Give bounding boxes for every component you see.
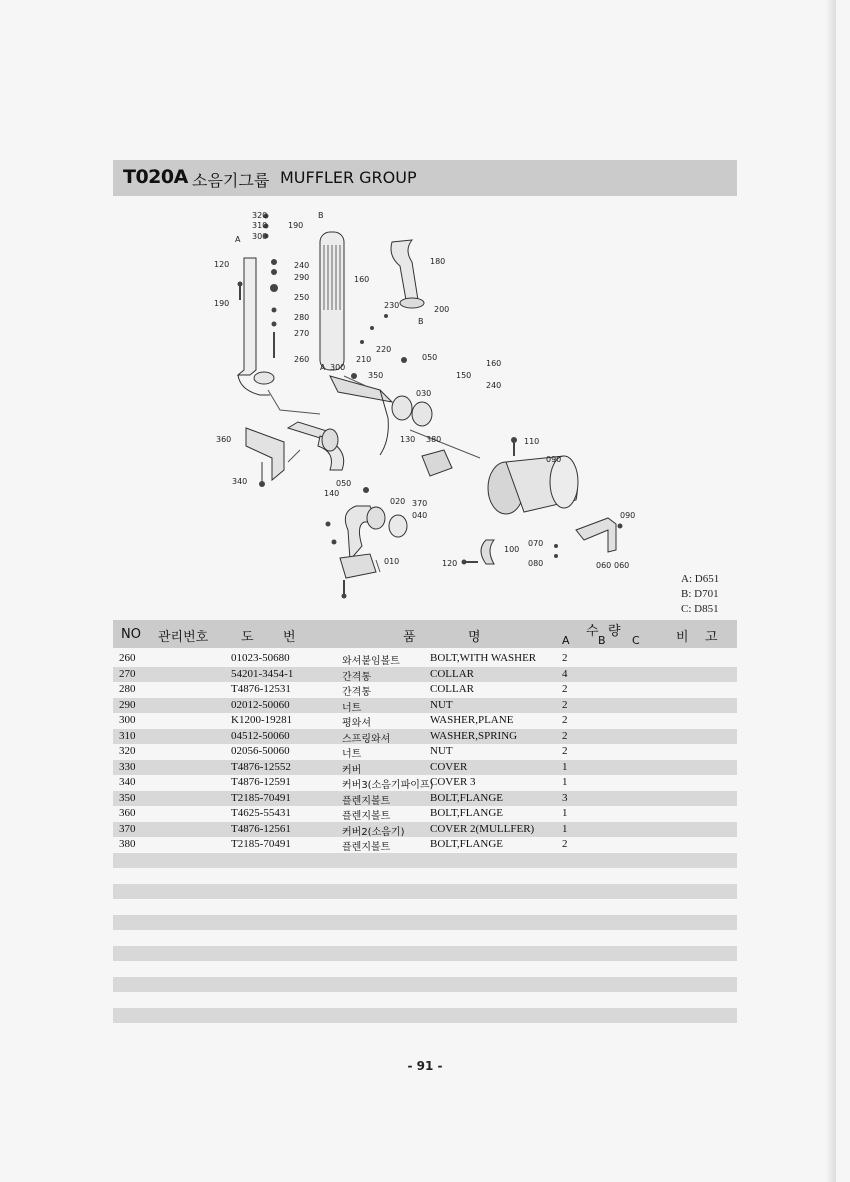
- svg-text:050: 050: [336, 479, 352, 488]
- col-drawing-2: 번: [283, 630, 296, 645]
- svg-text:240: 240: [486, 381, 502, 390]
- col-qty-b: B: [598, 634, 606, 647]
- table-row: 340 T4876-12591 커버3(소음기파이프) COVER 3 1: [119, 776, 568, 791]
- svg-text:320: 320: [252, 211, 268, 220]
- empty-row-band: [113, 946, 737, 961]
- svg-text:220: 220: [376, 345, 392, 354]
- svg-text:370: 370: [412, 499, 428, 508]
- col-mgmt: 관리번호: [158, 630, 209, 645]
- svg-text:270: 270: [294, 329, 310, 338]
- svg-text:090: 090: [620, 511, 636, 520]
- svg-text:030: 030: [416, 389, 432, 398]
- svg-text:200: 200: [434, 305, 450, 314]
- col-no: NO: [121, 627, 141, 642]
- svg-text:350: 350: [368, 371, 384, 380]
- svg-text:160: 160: [486, 359, 502, 368]
- svg-text:100: 100: [504, 545, 520, 554]
- group-code: T020A: [123, 166, 188, 188]
- table-row: 360 T4625-55431 플렌지볼트 BOLT,FLANGE 1: [119, 807, 568, 822]
- table-row: 290 02012-50060 너트 NUT 2: [113, 698, 737, 714]
- svg-text:260: 260: [294, 355, 310, 364]
- table-row: 380 T2185-70491 플렌지볼트 BOLT,FLANGE 2: [119, 838, 568, 853]
- svg-text:230: 230: [384, 301, 400, 310]
- svg-text:150: 150: [456, 371, 472, 380]
- col-qty-c: C: [632, 634, 640, 647]
- svg-text:050: 050: [422, 353, 438, 362]
- col-drawing-1: 도: [241, 630, 254, 645]
- table-row: 300 K1200-19281 평와셔 WASHER,PLANE 2: [119, 714, 568, 729]
- svg-text:300: 300: [330, 363, 346, 372]
- col-qty-1: 수: [586, 624, 599, 639]
- model-legend: [681, 572, 719, 617]
- col-qty-2: 량: [608, 624, 621, 639]
- empty-row-band: [113, 977, 737, 992]
- svg-text:060: 060: [596, 561, 612, 570]
- parts-table-body: [113, 651, 737, 853]
- group-title-korean: 소음기그룹: [192, 171, 270, 190]
- svg-text:310: 310: [252, 221, 268, 230]
- col-qty-a: A: [562, 634, 570, 647]
- col-name-2: 명: [468, 630, 481, 645]
- svg-text:070: 070: [528, 539, 544, 548]
- table-row: 370 T4876-12561 커버2(소음기) COVER 2(MULLFER) 1: [113, 822, 737, 838]
- scan-edge: [826, 0, 836, 1182]
- model-a: A: D651: [681, 573, 720, 585]
- empty-row-band: [113, 853, 737, 868]
- model-c: C: D851: [681, 603, 719, 615]
- svg-text:B: B: [418, 317, 424, 326]
- svg-text:120: 120: [442, 559, 458, 568]
- svg-text:010: 010: [384, 557, 400, 566]
- svg-text:080: 080: [528, 559, 544, 568]
- svg-text:040: 040: [412, 511, 428, 520]
- svg-text:280: 280: [294, 313, 310, 322]
- svg-text:340: 340: [232, 477, 248, 486]
- tail-pipe: [238, 258, 256, 375]
- svg-text:120: 120: [214, 260, 230, 269]
- svg-text:140: 140: [324, 489, 340, 498]
- svg-text:160: 160: [354, 275, 370, 284]
- group-title-english: MUFFLER GROUP: [280, 168, 417, 187]
- table-row: 330 T4876-12552 커버 COVER 1: [113, 760, 737, 776]
- svg-text:190: 190: [288, 221, 304, 230]
- col-note-2: 고: [705, 630, 718, 645]
- table-header: [113, 620, 737, 648]
- svg-text:380: 380: [426, 435, 442, 444]
- svg-text:A: A: [235, 235, 241, 244]
- svg-text:130: 130: [400, 435, 416, 444]
- empty-row-band: [113, 1008, 737, 1023]
- svg-text:020: 020: [390, 497, 406, 506]
- model-b: B: D701: [681, 588, 719, 600]
- svg-text:B: B: [318, 211, 324, 220]
- table-row: 350 T2185-70491 플렌지볼트 BOLT,FLANGE 3: [113, 791, 737, 807]
- muffler-exploded-diagram: [180, 200, 700, 620]
- svg-text:240: 240: [294, 261, 310, 270]
- svg-text:190: 190: [214, 299, 230, 308]
- svg-text:180: 180: [430, 257, 446, 266]
- svg-text:210: 210: [356, 355, 372, 364]
- table-row: 310 04512-50060 스프링와셔 WASHER,SPRING 2: [113, 729, 737, 745]
- svg-text:300: 300: [252, 232, 268, 241]
- svg-text:250: 250: [294, 293, 310, 302]
- svg-text:060: 060: [614, 561, 630, 570]
- svg-text:A: A: [320, 363, 326, 372]
- svg-text:360: 360: [216, 435, 232, 444]
- table-row: 260 01023-50680 와셔붙임볼트 BOLT,WITH WASHER 2: [119, 652, 568, 667]
- svg-text:090: 090: [546, 455, 562, 464]
- table-row: 320 02056-50060 너트 NUT 2: [119, 745, 568, 760]
- page-number: - 91 -: [407, 1059, 443, 1073]
- svg-text:290: 290: [294, 273, 310, 282]
- col-name-1: 품: [403, 630, 416, 645]
- col-note-1: 비: [676, 630, 689, 645]
- table-row: 270 54201-3454-1 간격통 COLLAR 4: [113, 667, 737, 683]
- empty-row-band: [113, 915, 737, 930]
- table-row: 280 T4876-12531 간격통 COLLAR 2: [119, 683, 568, 698]
- svg-text:110: 110: [524, 437, 540, 446]
- empty-row-band: [113, 884, 737, 899]
